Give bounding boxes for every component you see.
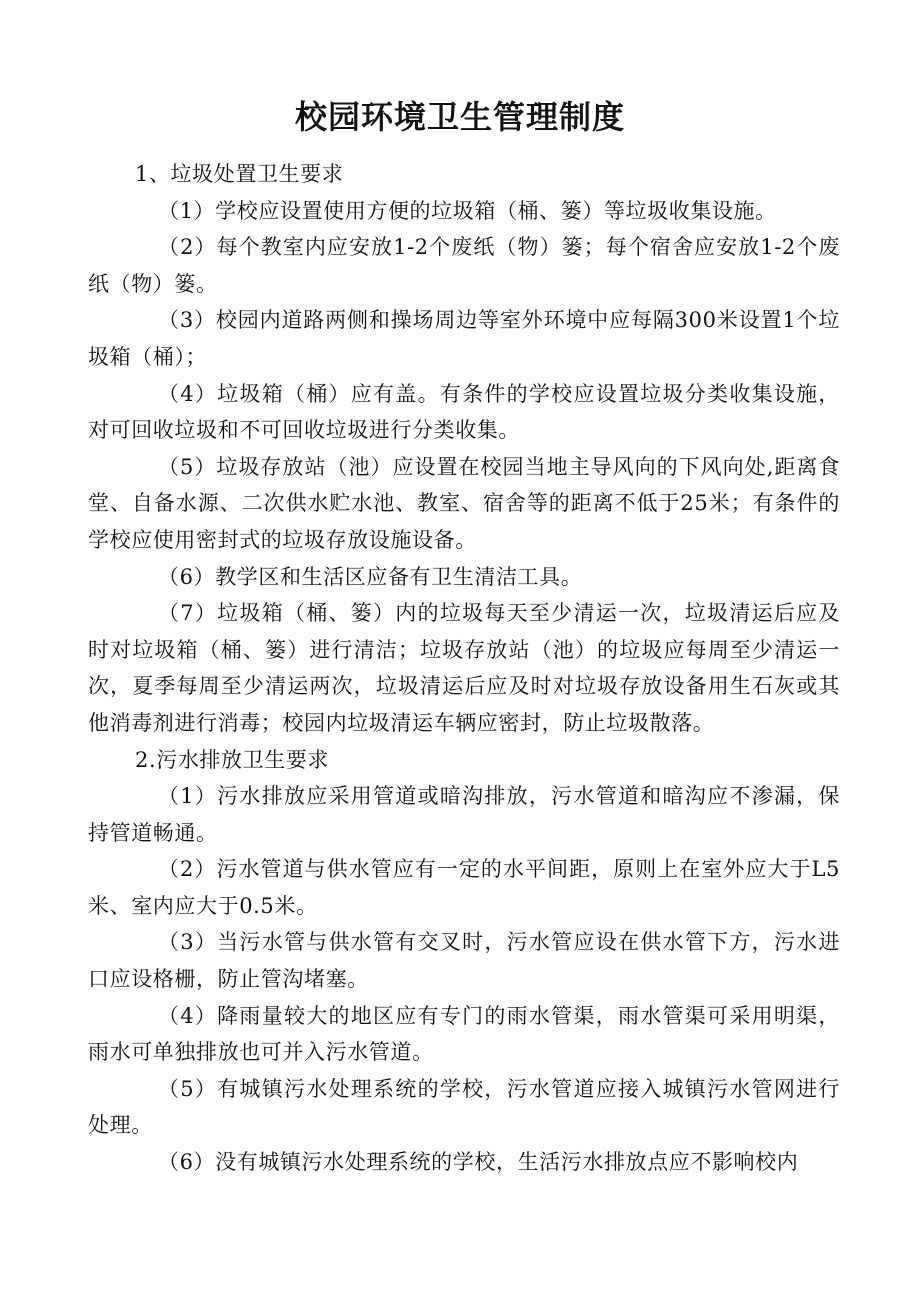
paragraph: （2）每个教室内应安放1-2个废纸（物）篓；每个宿舍应安放1-2个废纸（物）篓。 xyxy=(88,235,840,296)
section-heading-garbage: 1、垃圾处置卫生要求 xyxy=(135,162,344,186)
paragraph: （1）学校应设置使用方便的垃圾箱（桶、篓）等垃圾收集设施。 xyxy=(158,198,777,223)
paragraph: （5）有城镇污水处理系统的学校，污水管道应接入城镇污水管网进行处理。 xyxy=(88,1076,840,1138)
paragraph: （4）降雨量较大的地区应有专门的雨水管渠，雨水管渠可采用明渠，雨水可单独排放也可并入污水管道。 xyxy=(88,1003,840,1065)
paragraph: （3）校园内道路两侧和操场周边等室外环境中应每隔300米设置1个垃圾箱（桶）； xyxy=(88,308,840,369)
paragraph: （6）教学区和生活区应备有卫生清洁工具。 xyxy=(158,564,583,589)
paragraph: （6）没有城镇污水处理系统的学校，生活污水排放点应不影响校内 xyxy=(158,1150,799,1175)
paragraph: （2）污水管道与供水管应有一定的水平间距，原则上在室外应大于L5米、室内应大于0.5米。 xyxy=(88,857,840,918)
paragraph: （5）垃圾存放站（池）应设置在校园当地主导风向的下风向处,距离食堂、自备水源、二次供水贮水池、教室、宿舍等的距离不低于25米；有条件的学校应使用密封式的垃圾存放设施设备。 xyxy=(88,454,840,552)
paragraph: （4）垃圾箱（桶）应有盖。有条件的学校应设置垃圾分类收集设施，对可回收垃圾和不可回收垃圾进行分类收集。 xyxy=(88,381,840,443)
paragraph: （1）污水排放应采用管道或暗沟排放，污水管道和暗沟应不渗漏，保持管道畅通。 xyxy=(88,784,840,845)
document-body xyxy=(88,156,840,1181)
paragraph: （7）垃圾箱（桶、篓）内的垃圾每天至少清运一次，垃圾清运后应及时对垃圾箱（桶、篓）进行清洁；垃圾存放站（池）的垃圾应每周至少清运一次，夏季每周至少清运两次，垃圾清运后应及时对垃圾存放设备用生石灰或其他消毒剂进行消毒；校园内垃圾清运车辆应密封，防止垃圾散落。 xyxy=(88,601,840,735)
paragraph: （3）当污水管与供水管有交叉时，污水管应设在供水管下方，污水进口应设格栅，防止管沟堵塞。 xyxy=(88,930,840,992)
section-heading-sewage: 2.污水排放卫生要求 xyxy=(135,747,330,772)
document-title: 校园环境卫生管理制度 xyxy=(294,98,625,136)
